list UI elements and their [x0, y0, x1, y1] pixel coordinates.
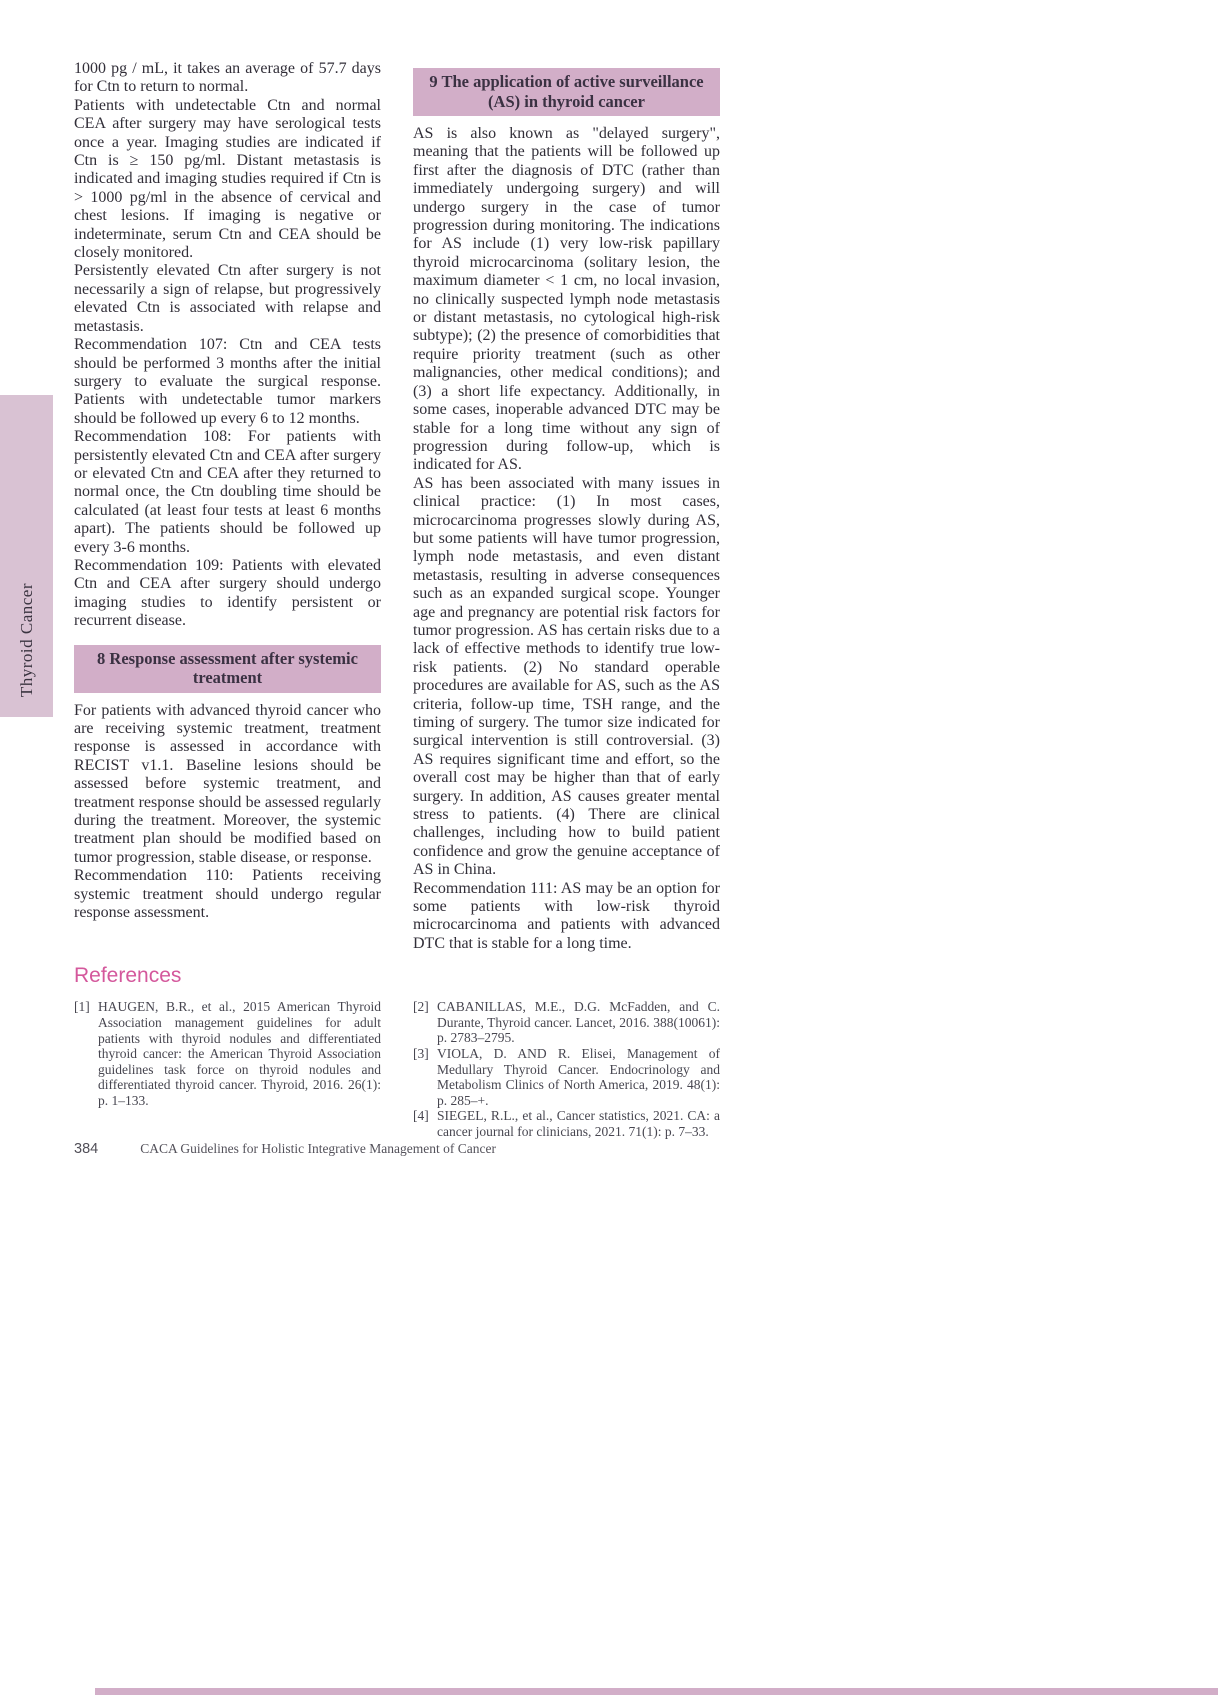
reference-label: [2] [413, 999, 429, 1015]
body-paragraph: 1000 pg / mL, it takes an average of 57.7 days for Ctn to return to normal. [74, 60, 381, 96]
reference-label: [4] [413, 1108, 429, 1124]
right-column [413, 60, 720, 1140]
page-footer [74, 1141, 496, 1157]
reference-label: [1] [74, 999, 90, 1015]
recommendation-107-paragraph: Recommendation 107: Ctn and CEA tests should be performed 3 months after the initial surgery to evaluate the surgical response. Patients with undetectable tumor markers should be followed up every 6 to 12 months. [74, 336, 381, 427]
running-footer-title: CACA Guidelines for Holistic Integrative Management of Cancer [140, 1141, 496, 1156]
chapter-tab-label: Thyroid Cancer [16, 582, 36, 697]
reference-text: HAUGEN, B.R., et al., 2015 American Thyroid Association management guidelines for adult patients with thyroid nodules and differentiated thyroid cancer: the American Thyroid Association guidelines task force on thyroid nodules and differentiated thyroid cancer. Thyroid, 2016. 26(1): p. 1–133. [98, 999, 381, 1109]
body-paragraph: AS is also known as "delayed surgery", meaning that the patients will be followed up first after the diagnosis of DTC (rather than immediately undergoing surgery) and will undergo surgery in the case of tumor progression during monitoring. The indications for AS include (1) very low-risk papillary thyroid microcarcinoma (solitary lesion, the maximum diameter < 1 cm, no local invasion, no clinically suspected lymph node metastasis or distant metastasis, no cytological high-risk subtype); (2) the presence of comorbidities that require priority treatment (such as other malignancies, other medical conditions); and (3) a short life expectancy. Additionally, in some cases, inoperable advanced DTC may be stable for a long time without any sign of progression during follow-up, which is indicated for AS. [413, 125, 720, 474]
left-column [74, 60, 381, 1140]
recommendation-108-paragraph: Recommendation 108: For patients with persistently elevated Ctn and CEA after surgery or elevated Ctn and CEA after they returned to normal once, the Ctn doubling time should be calculated (at least four tests at least 6 months apart). The patients should be followed up every 3-6 months. [74, 428, 381, 556]
recommendation-110-paragraph: Recommendation 110: Patients receiving systemic treatment should undergo regular response assessment. [74, 867, 381, 922]
reference-item [413, 1046, 720, 1108]
body-paragraph: For patients with advanced thyroid cancer who are receiving systemic treatment, treatment response is assessed in accordance with RECIST v1.1. Baseline lesions should be assessed before systemic treatment, and treatment response should be assessed regularly during the treatment. Moreover, the systemic treatment plan should be modified based on tumor progression, stable disease, or response. [74, 701, 381, 866]
section-8-heading: 8 Response assessment after systemic treatment [74, 645, 381, 693]
reference-list-left [74, 999, 381, 1108]
reference-list-right [413, 999, 720, 1139]
reference-item [74, 999, 381, 1108]
body-paragraph: AS has been associated with many issues in clinical practice: (1) In most cases, microcarcinoma progresses slowly during AS, but some patients will have tumor progression, lymph node metastasis, and even distant metastasis, resulting in adverse consequences such as an expanded surgical scope. Younger age and pregnancy are potential risk factors for tumor progression. AS has certain risks due to a lack of effective methods to identify true low-risk patients. (2) No standard operable procedures are available for AS, such as the AS criteria, follow-up time, TSH range, and the timing of surgery. The tumor size indicated for surgical intervention is still controversial. (3) AS requires significant time and effort, so the overall cost may be higher than that of early surgery. In addition, AS causes greater mental stress to patients. (4) There are clinical challenges, including how to build patient confidence and grow the genuine acceptance of AS in China. [413, 474, 720, 879]
body-paragraph: Patients with undetectable Ctn and normal CEA after surgery may have serological tests once a year. Imaging studies are indicated if Ctn is ≥ 150 pg/ml. Distant metastasis is indicated and imaging studies required if Ctn is > 1000 pg/ml in the absence of cervical and chest lesions. If imaging is negative or indeterminate, serum Ctn and CEA should be closely monitored. [74, 96, 381, 262]
reference-text: VIOLA, D. AND R. Elisei, Management of Medullary Thyroid Cancer. Endocrinology and Metabolism Clinics of North America, 2019. 48(1): p. 285–+. [437, 1046, 720, 1108]
reference-item [413, 999, 720, 1046]
recommendation-109-paragraph: Recommendation 109: Patients with elevated Ctn and CEA after surgery should undergo imaging studies to identify persistent or recurrent disease. [74, 556, 381, 630]
references-heading: References [74, 964, 182, 988]
page-content [74, 60, 720, 1140]
reference-label: [3] [413, 1046, 429, 1062]
recommendation-111-paragraph: Recommendation 111: AS may be an option for some patients with low-risk thyroid microcarcinoma and patients with advanced DTC that is stable for a long time. [413, 879, 720, 952]
reference-text: CABANILLAS, M.E., D.G. McFadden, and C. Durante, Thyroid cancer. Lancet, 2016. 388(10061): p. 2783–2795. [437, 999, 720, 1046]
reference-item [413, 1108, 720, 1139]
bottom-accent-bar [95, 1688, 1218, 1695]
chapter-tab [0, 395, 53, 717]
page-number: 384 [74, 1141, 99, 1157]
body-paragraph: Persistently elevated Ctn after surgery is not necessarily a sign of relapse, but progressively elevated Ctn is associated with relapse and metastasis. [74, 262, 381, 335]
section-9-heading: 9 The application of active surveillance (AS) in thyroid cancer [413, 68, 720, 116]
reference-text: SIEGEL, R.L., et al., Cancer statistics, 2021. CA: a cancer journal for clinicians, 2021. 71(1): p. 7–33. [437, 1108, 720, 1140]
